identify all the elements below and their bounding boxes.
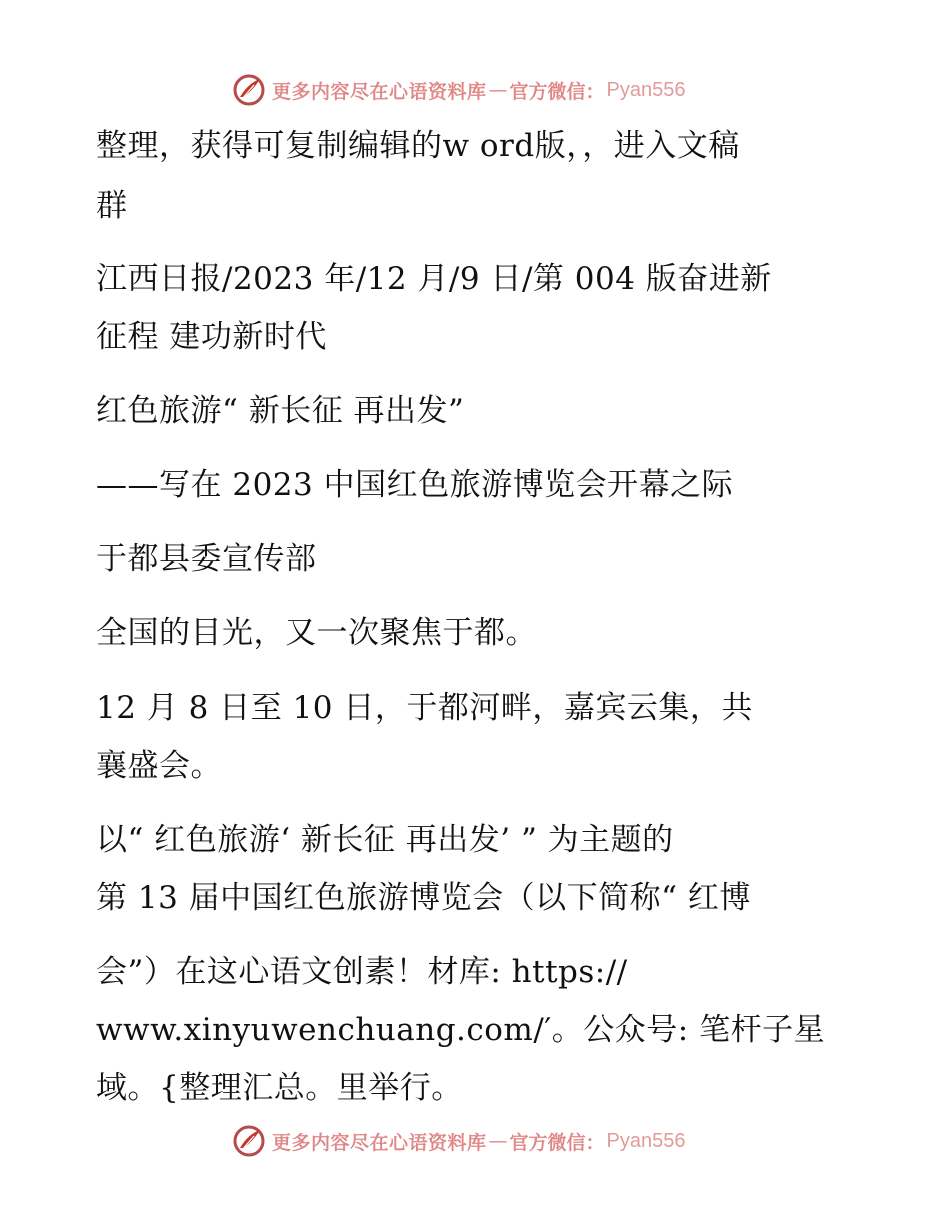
watermark-separator: — bbox=[488, 79, 508, 101]
quill-logo-icon bbox=[232, 1124, 266, 1158]
quill-logo-icon bbox=[232, 73, 266, 107]
text-line: 第 13 届中国红色旅游博览会（以下简称“ 红博 bbox=[96, 880, 751, 916]
text-line: 12 月 8 日至 10 日，于都河畔，嘉宾云集，共 bbox=[96, 690, 753, 726]
text-line: 会”）在这心语文创素！材库: https:// bbox=[96, 954, 628, 990]
watermark-brand: 更多内容尽在心语资料库 bbox=[272, 1131, 487, 1154]
text-line: 整理，获得可复制编辑的w ord版，，进入文稿 bbox=[96, 128, 740, 164]
watermark-separator: — bbox=[488, 1130, 508, 1152]
text-line: 红色旅游“ 新长征 再出发” bbox=[96, 393, 465, 429]
watermark-id: Pyan556 bbox=[606, 78, 686, 101]
text-line: 于都县委宣传部 bbox=[96, 541, 317, 577]
watermark-official: 官方微信： bbox=[509, 80, 605, 103]
text-line: 江西日报/2023 年/12 月/9 日/第 004 版奋进新 bbox=[96, 261, 772, 297]
text-line: ——写在 2023 中国红色旅游博览会开幕之际 bbox=[96, 467, 734, 503]
watermark-id: Pyan556 bbox=[606, 1129, 686, 1152]
header-watermark bbox=[232, 72, 752, 108]
text-line: 征程 建功新时代 bbox=[96, 319, 327, 355]
text-line: 全国的目光，又一次聚焦于都。 bbox=[96, 615, 537, 651]
text-line: 以“ 红色旅游‘ 新长征 再出发’ ” 为主题的 bbox=[96, 822, 674, 858]
text-line: 群 bbox=[96, 188, 128, 224]
text-line: www.xinyuwenchuang.com/′。公众号: 笔杆子星 bbox=[96, 1012, 826, 1048]
text-line: 域。{整理汇总。里举行。 bbox=[96, 1070, 463, 1106]
watermark-brand: 更多内容尽在心语资料库 bbox=[272, 80, 487, 103]
footer-watermark bbox=[232, 1123, 752, 1159]
text-line: 襄盛会。 bbox=[96, 748, 222, 784]
watermark-official: 官方微信： bbox=[509, 1131, 605, 1154]
